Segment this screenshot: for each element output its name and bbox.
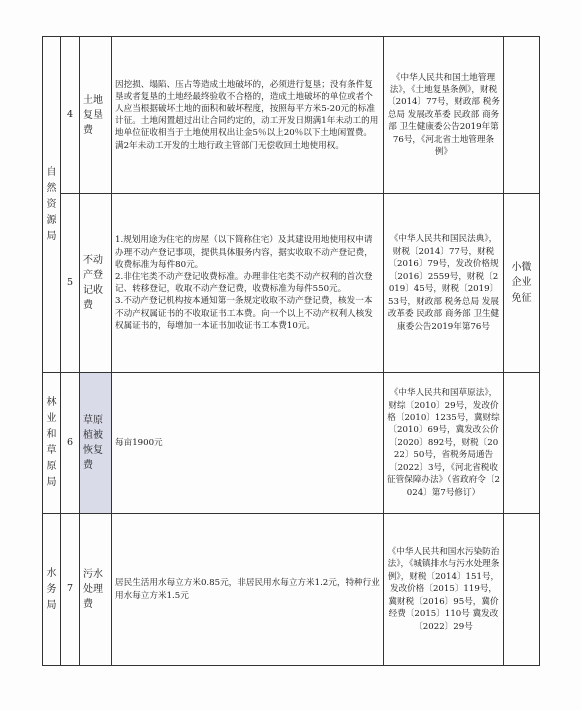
remark xyxy=(504,373,540,514)
fee-name: 不动产登记收费 xyxy=(80,194,112,373)
fee-standard: 每亩1900元 xyxy=(112,373,384,514)
dept-cell-natural-resources: 自然资源局 xyxy=(43,37,61,373)
fee-standard: 居民生活用水每立方米0.85元，非居民用水每立方米1.2元，特种行业用水每立方米1.5元 xyxy=(112,514,384,666)
row-number: 7 xyxy=(61,514,80,666)
row-number: 5 xyxy=(61,194,80,373)
fee-name: 草原植被恢复费 xyxy=(80,373,112,514)
policy-basis: 《中华人民共和国草原法》，财综〔2010〕29号，发改价格〔2010〕1235号，冀财综〔2010〕69号，冀发改公价〔2020〕892号，财税〔2022〕50号，省税务局通告〔2022〕3号，《河北省税收征管保障办法》（省政府令〔2024〕第7号修订） xyxy=(384,373,504,514)
table-row xyxy=(43,514,540,666)
fee-name: 污水处理费 xyxy=(80,514,112,666)
standard-item-2: 2.非住宅类不动产登记收费标准。办理非住宅类不动产权利的首次登记、转移登记，收取不动产登记费，收费标准为每件550元。 xyxy=(115,272,373,295)
fee-table xyxy=(42,36,540,666)
table-row xyxy=(43,37,540,194)
policy-basis: 《中华人民共和国土地管理法》，《土地复垦条例》，财税〔2014〕77号，财政部 税务总局 发展改革委 民政部 商务部 卫生健康委公告2019年第76号，《河北省土地管理条例》 xyxy=(384,37,504,194)
fee-name: 土地复垦费 xyxy=(80,37,112,194)
row-number: 6 xyxy=(61,373,80,514)
remark xyxy=(504,37,540,194)
dept-cell-water: 水务局 xyxy=(43,514,61,666)
remark: 小微企业免征 xyxy=(504,194,540,373)
policy-basis: 《中华人民共和国民法典》，财税〔2014〕77号，财税〔2016〕79号，发改价格规〔2016〕2559号，财税〔2019〕45号，财税〔2019〕53号，财政部 税务总局 发展改革委 民政部 商务部 卫生健康委公告2019年第76号 xyxy=(384,194,504,373)
table-row xyxy=(43,194,540,373)
row-number: 4 xyxy=(61,37,80,194)
policy-basis: 《中华人民共和国水污染防治法》，《城镇排水与污水处理条例》，财税〔2014〕151号，发改价格〔2015〕119号，冀财税〔2016〕95号，冀价经费〔2015〕110号 冀发改〔2022〕29号 xyxy=(384,514,504,666)
remark xyxy=(504,514,540,666)
fee-standard: 因挖损、塌陷、压占等造成土地破坏的，必须进行复垦；没有条件复垦或者复垦的土地经最终验收不合格的，造成土地破坏的单位或者个人应当根据破坏土地的面积和破坏程度，按照每平方米5-20元的标准计征。土地闲置超过出让合同约定的，动工开发日期满1年未动工的用地单位征收相当于土地使用权出让金5％以上20％以下土地闲置费。满2年未动工开发的土地行政主管部门无偿收回土地使用权。 xyxy=(112,37,384,194)
fee-standard xyxy=(112,194,384,373)
table-row xyxy=(43,373,540,514)
standard-item-1: 1.规划用途为住宅的房屋（以下简称住宅）及其建设用地使用权申请办理不动产登记事项，提供具体服务内容，据实收取不动产登记费，收费标准为每件80元。 xyxy=(115,235,373,270)
dept-cell-forestry: 林业和草原局 xyxy=(43,373,61,514)
standard-item-3: 3.不动产登记机构按本通知第一条规定收取不动产登记费，核发一本不动产权属证书的不收取证书工本费。向一个以上不动产权利人核发权属证书的，每增加一本证书加收证书工本费10元。 xyxy=(115,296,373,331)
